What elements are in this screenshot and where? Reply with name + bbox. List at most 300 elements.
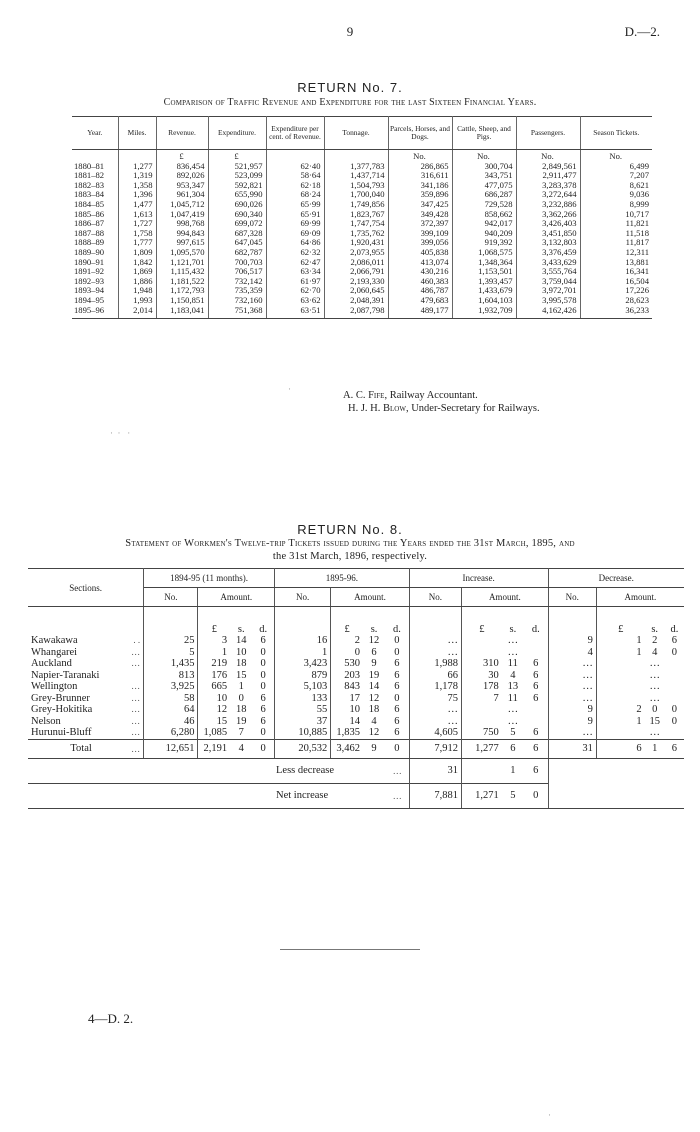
- section-cell: [28, 635, 144, 647]
- return7-cell: 3,995,578: [516, 296, 580, 306]
- return7-cell: 69·99: [266, 219, 324, 229]
- spacer-cell: [548, 783, 596, 808]
- return7-cell: 68·24: [266, 190, 324, 200]
- shillings-cell: 18: [235, 658, 247, 669]
- section-cell: [28, 704, 144, 716]
- return7-cell: 3,451,850: [516, 229, 580, 239]
- shillings-cell: 12: [368, 692, 380, 704]
- pence-cell: 0: [252, 670, 274, 682]
- shillings-cell: 12: [368, 635, 380, 646]
- pounds-cell: 310: [483, 658, 499, 669]
- shillings-cell: 19: [235, 715, 247, 727]
- dot-leader: …: [131, 692, 141, 703]
- return7-column-header: Miles.: [118, 117, 156, 150]
- return7-cell: 1883–84: [72, 190, 118, 200]
- pounds-cell: [462, 716, 502, 728]
- summary-label-cell: [28, 758, 409, 783]
- table-row: [28, 727, 684, 739]
- return7-cell: 1,747,754: [324, 219, 388, 229]
- return7-cell: 3,555,764: [516, 267, 580, 277]
- pounds-cell: [462, 704, 502, 716]
- pence-cell: 0: [385, 693, 409, 705]
- return7-cell: 62·70: [266, 286, 324, 296]
- total-label-cell: [28, 739, 144, 758]
- shillings-cell: 0: [238, 692, 244, 704]
- return7-column-header: Expenditure.: [208, 117, 266, 150]
- pence-cell: 0: [524, 783, 548, 808]
- return7-cell: 997,615: [156, 238, 208, 248]
- pence-cell: [524, 704, 548, 716]
- return7-cell: 690,340: [208, 210, 266, 220]
- return7-cell: 1889–90: [72, 248, 118, 258]
- dot-leader: . .: [133, 635, 141, 645]
- pence-cell: 6: [385, 727, 409, 739]
- shillings-label: s.: [651, 623, 659, 635]
- return7-cell: 2,073,955: [324, 248, 388, 258]
- return7-cell: 647,045: [208, 238, 266, 248]
- less-decrease-row: [28, 758, 684, 783]
- return7-cell: 1,758: [118, 229, 156, 239]
- pounds-cell: 1,835: [336, 727, 360, 738]
- pounds-cell: 178: [483, 681, 499, 692]
- number-cell: 1,988: [409, 658, 461, 670]
- return7-cell: 940,209: [452, 229, 516, 239]
- spacer-cell: [144, 607, 198, 636]
- section-name: Grey-Hokitika: [31, 704, 93, 715]
- return7-cell: 1,809: [118, 248, 156, 258]
- spacer-cell: [596, 758, 644, 783]
- return7-cell: 300,704: [452, 162, 516, 172]
- signature-under-secretary-initials: H. J. H.: [348, 403, 381, 414]
- return7-unit-cell: [324, 150, 388, 162]
- section-name: Nelson: [31, 715, 61, 727]
- return7-cell: 994,843: [156, 229, 208, 239]
- return7-cell: 9,036: [629, 189, 649, 200]
- pounds-cell: 3,462: [331, 739, 363, 758]
- return7-cell: 3,362,266: [516, 210, 580, 220]
- return7-cell: 489,177: [388, 306, 452, 319]
- number-cell: 37: [274, 716, 330, 728]
- number-cell: 46: [144, 716, 198, 728]
- shillings-cell: 1: [510, 764, 516, 776]
- table-row: [28, 716, 684, 728]
- number-cell: 5: [144, 647, 198, 659]
- return7-cell: 1,377,783: [324, 162, 388, 172]
- scan-speck: ·: [288, 384, 291, 394]
- pounds-cell: [596, 693, 644, 705]
- return7-cell: 2,849,561: [516, 162, 580, 172]
- return7-cell: 1,047,419: [156, 210, 208, 220]
- return7-cell: 1,932,709: [452, 306, 516, 319]
- return7-cell: 523,099: [208, 171, 266, 181]
- return7-cell: 430,216: [388, 267, 452, 277]
- section-name: Napier-Taranaki: [31, 669, 100, 681]
- return7-column-header: Year.: [72, 117, 118, 150]
- pence-cell: 0: [385, 635, 409, 647]
- number-cell: 133: [274, 693, 330, 705]
- return7-cell: 11,817: [625, 237, 649, 248]
- pence-cell: 0: [671, 715, 677, 727]
- section-cell: [28, 681, 144, 693]
- pence-cell: 6: [524, 670, 548, 682]
- return7-cell: 1,433,679: [452, 286, 516, 296]
- return7-cell: 343,751: [452, 171, 516, 181]
- return7-unit-cell: [72, 150, 118, 162]
- pence-cell: 0: [252, 727, 274, 739]
- number-cell: 10,885: [274, 727, 330, 739]
- pounds-cell: 1: [636, 635, 642, 646]
- pounds-cell: 176: [211, 669, 228, 681]
- number-cell: 16: [274, 635, 330, 647]
- return7-cell: 998,768: [156, 219, 208, 229]
- return7-cell: 942,017: [452, 219, 516, 229]
- pounds-label: £: [479, 623, 485, 635]
- pence-cell: [665, 658, 684, 670]
- return7-cell: 63·51: [266, 306, 324, 319]
- pounds-cell: 14: [349, 715, 360, 727]
- return7-cell: 892,026: [156, 171, 208, 181]
- pounds-cell: 665: [211, 681, 228, 692]
- return7-cell: 1886–87: [72, 219, 118, 229]
- return7-cell: 62·32: [266, 248, 324, 258]
- return7-cell: 349,428: [388, 210, 452, 220]
- summary-label-cell: [28, 783, 409, 808]
- pence-cell: 6: [252, 704, 274, 716]
- pounds-cell: 12: [216, 704, 228, 715]
- return7-cell: 1,613: [118, 210, 156, 220]
- shillings-cell: 1: [645, 739, 665, 758]
- shillings-label: s.: [370, 623, 378, 635]
- return7-cell: 3,376,459: [516, 248, 580, 258]
- return7-cell: 10,717: [625, 208, 649, 219]
- spacer-cell: [28, 607, 144, 636]
- pence-cell: [665, 727, 684, 739]
- return7-cell: 479,683: [388, 296, 452, 306]
- pounds-cell: 1: [636, 646, 642, 658]
- shillings-cell: …: [649, 692, 660, 704]
- shillings-cell: 6: [371, 646, 377, 658]
- return7-cell: 399,056: [388, 238, 452, 248]
- shillings-cell: 0: [652, 704, 658, 715]
- shillings-cell: …: [507, 704, 519, 715]
- return7-cell: 3,972,701: [516, 286, 580, 296]
- pence-cell: 0: [252, 739, 274, 758]
- pence-cell: 0: [252, 647, 274, 659]
- pounds-cell: 843: [344, 681, 360, 692]
- return7-cell: 11,518: [625, 227, 649, 238]
- shillings-cell: 2: [652, 635, 658, 646]
- pounds-cell: 30: [488, 669, 499, 681]
- number-cell: 25: [144, 635, 198, 647]
- number-cell: …: [409, 716, 461, 728]
- separator-rule: [280, 949, 420, 950]
- return7-cell: 592,821: [208, 181, 266, 191]
- pence-cell: 0: [671, 646, 677, 658]
- section-cell: [28, 658, 144, 670]
- return7-unit-cell: No.: [452, 150, 516, 162]
- number-cell: 31: [409, 758, 461, 783]
- return7-cell: 2,911,477: [516, 171, 580, 181]
- return7-cell: 4,162,426: [516, 306, 580, 319]
- shillings-cell: 6: [502, 739, 524, 758]
- return8-subtitle-line2: the 31st March, 1896, respectively.: [272, 551, 428, 562]
- return7-cell: 836,454: [156, 162, 208, 172]
- return7-cell: 2,087,798: [324, 306, 388, 319]
- shillings-cell: …: [649, 658, 660, 669]
- return7-cell: 8,621: [629, 179, 649, 190]
- scan-speck: ·: [548, 1110, 551, 1120]
- pounds-cell: 1,085: [203, 727, 228, 738]
- spacer-cell: [409, 607, 461, 636]
- return7-cell: 1,393,457: [452, 277, 516, 287]
- section-cell: [28, 670, 144, 682]
- return7-unit-cell: £: [208, 150, 266, 162]
- number-cell: 75: [409, 693, 461, 705]
- table-row: [28, 635, 684, 647]
- shillings-cell: 13: [507, 681, 519, 692]
- signature-accountant-name: Fife: [368, 390, 385, 401]
- pence-label: d.: [670, 623, 679, 635]
- number-cell: 7,881: [409, 783, 461, 808]
- spacer-cell: [548, 758, 596, 783]
- pounds-cell: 530: [344, 658, 360, 669]
- shillings-cell: 5: [502, 783, 524, 808]
- number-cell: …: [548, 693, 596, 705]
- pounds-cell: 1,277: [462, 739, 502, 758]
- shillings-cell: 7: [238, 727, 244, 738]
- pounds-cell: 750: [483, 727, 499, 738]
- no-header: No.: [409, 588, 461, 607]
- pounds-cell: 3: [221, 635, 228, 646]
- no-header: No.: [144, 588, 198, 607]
- pounds-cell: [462, 647, 502, 659]
- shillings-cell: 4: [230, 739, 252, 758]
- dot-leader: …: [392, 790, 402, 801]
- return7-column-header: Revenue.: [156, 117, 208, 150]
- return7-cell: 63·62: [266, 296, 324, 306]
- dot-leader: …: [131, 704, 141, 714]
- number-cell: 1,178: [409, 681, 461, 693]
- number-cell: 4,605: [409, 727, 461, 739]
- return7-cell: 521,957: [208, 162, 266, 172]
- shillings-cell: 18: [368, 704, 380, 715]
- page-number: 9: [346, 24, 354, 39]
- return7-unit-cell: [266, 150, 324, 162]
- return7-cell: 6,499: [629, 160, 649, 171]
- number-cell: 9: [548, 716, 596, 728]
- pence-cell: 6: [385, 704, 409, 716]
- number-cell: 9: [548, 704, 596, 716]
- return7-cell: 858,662: [452, 210, 516, 220]
- return7-cell: 706,517: [208, 267, 266, 277]
- number-cell: 9: [548, 635, 596, 647]
- return8-group-header-row: [28, 569, 684, 588]
- number-cell: 12,651: [144, 739, 198, 758]
- return7-cell: 316,611: [388, 171, 452, 181]
- spacer-cell: [596, 783, 644, 808]
- pounds-cell: 6: [596, 739, 644, 758]
- pounds-cell: [462, 758, 502, 783]
- pence-cell: 0: [385, 739, 409, 758]
- shillings-cell: 18: [235, 704, 247, 715]
- pence-cell: 6: [385, 716, 409, 728]
- return7-cell: 63·34: [266, 267, 324, 277]
- no-header: No.: [274, 588, 330, 607]
- return7-unit-cell: No.: [609, 151, 623, 161]
- return7-cell: 1,477: [118, 200, 156, 210]
- return7-cell: 1,948: [118, 286, 156, 296]
- return7-cell: 1,727: [118, 219, 156, 229]
- pence-cell: 0: [252, 658, 274, 670]
- pounds-cell: 219: [211, 658, 228, 669]
- number-cell: 879: [274, 670, 330, 682]
- table-row: [28, 647, 684, 659]
- sections-header: Sections.: [28, 569, 144, 607]
- table-row: [28, 704, 684, 716]
- number-cell: 31: [548, 739, 596, 758]
- return7-cell: 341,186: [388, 181, 452, 191]
- return7-cell: 1,842: [118, 258, 156, 268]
- return7-cell: 1894–95: [72, 296, 118, 306]
- return7-table-container: [72, 116, 652, 319]
- amount-header: Amount.: [596, 588, 684, 607]
- shillings-cell: …: [507, 715, 519, 727]
- return7-cell: 732,142: [208, 277, 266, 287]
- return7-cell: 3,433,629: [516, 258, 580, 268]
- return7-cell: 2,086,011: [324, 258, 388, 268]
- shillings-cell: …: [649, 727, 660, 738]
- dot-leader: …: [131, 658, 141, 668]
- pence-cell: 0: [671, 704, 677, 715]
- return7-column-header: Parcels, Horses, and Dogs.: [388, 117, 452, 150]
- return7-cell: 17,226: [625, 285, 649, 296]
- return7-cell: 16,504: [625, 275, 649, 286]
- return7-cell: 3,272,644: [516, 190, 580, 200]
- number-cell: 1,435: [144, 658, 198, 670]
- spacer-cell: [665, 783, 684, 808]
- group-header-1894-95: 1894-95 (11 months).: [144, 569, 275, 588]
- return7-header-row: [72, 117, 652, 150]
- return7-cell: 2,014: [118, 306, 156, 319]
- return7-cell: 1893–94: [72, 286, 118, 296]
- pounds-cell: 10: [216, 692, 228, 704]
- return7-unit-cell: £: [156, 150, 208, 162]
- pence-cell: [524, 647, 548, 659]
- pounds-label: £: [618, 623, 624, 635]
- return7-cell: 732,160: [208, 296, 266, 306]
- shillings-label: s.: [509, 623, 517, 635]
- signature-accountant-initials: A. C.: [343, 390, 366, 401]
- number-cell: 20,532: [274, 739, 330, 758]
- pounds-cell: 2,191: [198, 739, 230, 758]
- return7-cell: 64·86: [266, 238, 324, 248]
- pounds-cell: 1: [636, 715, 642, 727]
- pence-cell: [524, 716, 548, 728]
- return7-cell: 1,735,762: [324, 229, 388, 239]
- pounds-cell: 7: [493, 692, 499, 704]
- return7-cell: 1,277: [118, 162, 156, 172]
- return7-cell: 69·09: [266, 229, 324, 239]
- shillings-cell: 10: [235, 646, 247, 658]
- return7-cell: 28,623: [625, 294, 649, 305]
- shillings-cell: …: [649, 681, 660, 692]
- shillings-cell: 9: [371, 658, 377, 669]
- return7-cell: 58·64: [266, 171, 324, 181]
- return7-cell: 2,066,791: [324, 267, 388, 277]
- return7-cell: 751,368: [208, 306, 266, 319]
- pence-cell: 6: [252, 716, 274, 728]
- section-name: Whangarei: [31, 646, 78, 658]
- number-cell: 6,280: [144, 727, 198, 739]
- dot-leader: …: [392, 765, 402, 776]
- return7-cell: 2,193,330: [324, 277, 388, 287]
- return7-cell: 399,109: [388, 229, 452, 239]
- return7-cell: 486,787: [388, 286, 452, 296]
- number-cell: 4: [548, 647, 596, 659]
- pounds-cell: 1,271: [462, 783, 502, 808]
- section-cell: [28, 727, 144, 739]
- shillings-cell: 1: [238, 681, 244, 692]
- shillings-cell: 4: [371, 715, 377, 727]
- pounds-cell: 2: [636, 704, 642, 715]
- return7-cell: 1,700,040: [324, 190, 388, 200]
- pounds-label: £: [211, 623, 217, 635]
- return7-cell: 735,359: [208, 286, 266, 296]
- return7-cell: 286,865: [388, 162, 452, 172]
- return7-cell: 1,358: [118, 181, 156, 191]
- return7-cell: 3,283,378: [516, 181, 580, 191]
- return7-cell: 1,045,712: [156, 200, 208, 210]
- pence-cell: [665, 681, 684, 693]
- shillings-cell: 9: [363, 739, 385, 758]
- table-row: [28, 681, 684, 693]
- return7-cell: 1890–91: [72, 258, 118, 268]
- return7-column-header: Passengers.: [516, 117, 580, 150]
- total-label: Total: [70, 742, 92, 754]
- return7-cell: 1,181,522: [156, 277, 208, 287]
- return7-cell: 1884–85: [72, 200, 118, 210]
- shillings-cell: 12: [368, 727, 380, 738]
- number-cell: 813: [144, 670, 198, 682]
- return7-cell: 372,397: [388, 219, 452, 229]
- return7-cell: 1,504,793: [324, 181, 388, 191]
- shillings-cell: 15: [649, 715, 660, 727]
- return7-cell: 36,233: [580, 306, 652, 319]
- number-cell: …: [548, 681, 596, 693]
- return7-cell: 1,749,856: [324, 200, 388, 210]
- pence-cell: 6: [671, 635, 677, 646]
- return8-body: [28, 607, 684, 809]
- dot-leader: …: [131, 743, 141, 754]
- dot-leader: …: [131, 715, 141, 726]
- pence-cell: 0: [385, 647, 409, 659]
- group-header-increase: Increase.: [409, 569, 548, 588]
- pence-label: d.: [252, 607, 274, 636]
- spacer-cell: [548, 607, 596, 636]
- return7-cell: 3,132,803: [516, 238, 580, 248]
- return7-cell: 686,287: [452, 190, 516, 200]
- return7-cell: 1,121,701: [156, 258, 208, 268]
- return7-cell: 1,183,041: [156, 306, 208, 319]
- return7-table-row: [72, 306, 652, 319]
- pence-cell: 0: [252, 681, 274, 693]
- table-row: [28, 658, 684, 670]
- pence-cell: 6: [524, 681, 548, 693]
- number-cell: 64: [144, 704, 198, 716]
- pounds-cell: 203: [344, 669, 360, 681]
- pounds-cell: [596, 681, 644, 693]
- shillings-cell: …: [649, 669, 660, 681]
